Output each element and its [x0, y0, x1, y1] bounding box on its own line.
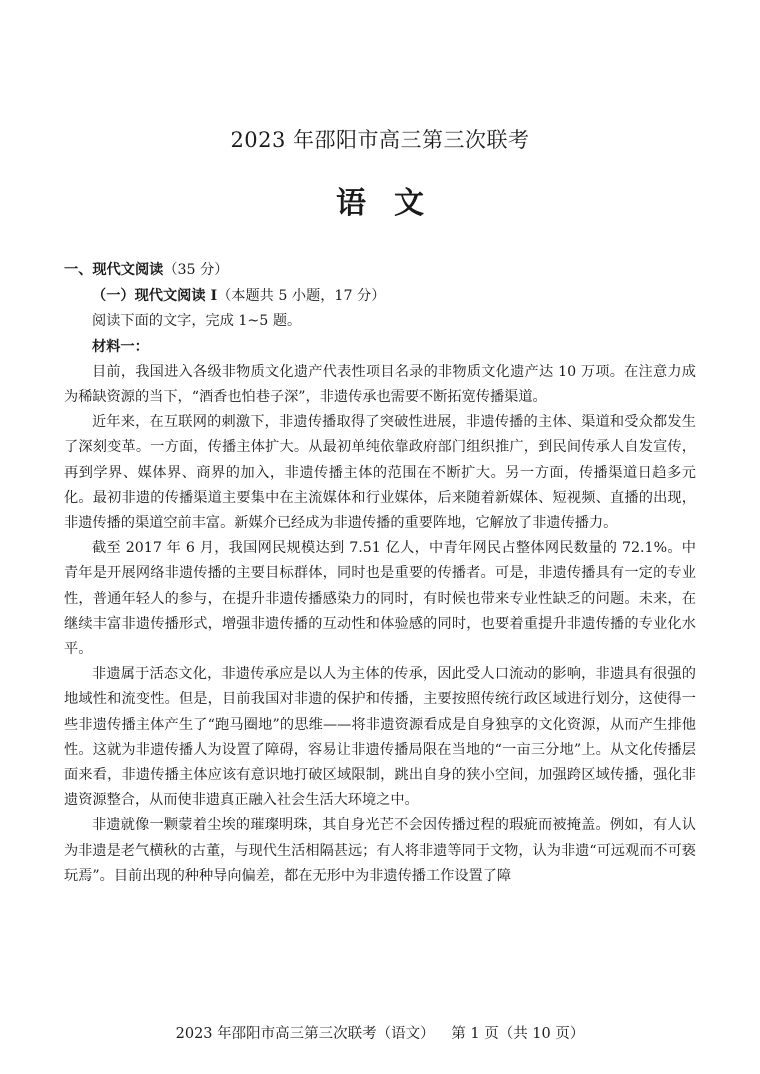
paragraph: 截至 2017 年 6 月，我国网民规模达到 7.51 亿人，中青年网民占整体网民数量的 72.1%。中青年是开展网络非遗传播的主要目标群体，同时也是重要的传播者。可是，非遗传播具有一定的专业性，普通年轻人的参与，在提升非遗传播感染力的同时，有时候也带来专业性缺乏的问题。未来，在继续丰富非遗传播形式，增强非遗传播的互动性和体验感的同时，也要着重提升非遗传播的专业化水平。: [64, 540, 696, 658]
sub-heading: [64, 284, 696, 309]
sub-heading-label: （一）现代文阅读 I: [92, 288, 218, 305]
page-footer: [0, 1022, 760, 1043]
instruction-text: 阅读下面的文字，完成 1~5 题。: [92, 313, 302, 330]
section-heading: [64, 258, 696, 283]
section-score: （35 分）: [163, 262, 229, 278]
paragraph: 目前，我国进入各级非物质文化遗产代表性项目名录的非物质文化遗产达 10 万项。在注意力成为稀缺资源的当下，“酒香也怕巷子深”，非遗传承也需要不断拓宽传播渠道。: [64, 363, 696, 406]
paragraph: 非遗属于活态文化，非遗传承应是以人为主体的传承，因此受人口流动的影响，非遗具有很强的地域性和流变性。但是，目前我国对非遗的保护和传播，主要按照传统行政区域进行划分，这使得一些非遗传播主体产生了“跑马圈地”的思维——将非遗资源看成是自身独享的文化资源，从而产生排他性。这就为非遗传播人为设置了障碍，容易让非遗传播局限在当地的“一亩三分地”上。从文化传播层面来看，非遗传播主体应该有意识地打破区域限制，跳出自身的狭小空间，加强跨区域传播，强化非遗资源整合，从而使非遗真正融入社会生活大环境之中。: [64, 666, 696, 809]
paragraph: 近年来，在互联网的刺激下，非遗传播取得了突破性进展，非遗传播的主体、渠道和受众都发生了深刻变革。一方面，传播主体扩大。从最初单纯依靠政府部门组织推广，到民间传承人自发宣传，再到学界、媒体界、商界的加入，非遗传播主体的范围在不断扩大。另一方面，传播渠道日趋多元化。最初非遗的传播渠道主要集中在主流媒体和行业媒体，后来随着新媒体、短视频、直播的出现，非遗传播的渠道空前丰富。新媒介已经成为非遗传播的重要阵地，它解放了非遗传播力。: [64, 414, 696, 532]
footer-page-info: 第 1 页（共 10 页）: [451, 1026, 585, 1042]
material-label: 材料一：: [92, 338, 149, 355]
main-content: [64, 258, 696, 889]
footer-exam-name: 2023 年邵阳市高三第三次联考（语文）: [175, 1026, 435, 1042]
subject-title: 语文: [336, 186, 452, 221]
paragraph: 非遗就像一颗蒙着尘埃的璀璨明珠，其自身光芒不会因传播过程的瑕疵而被掩盖。例如，有人认为非遗是老气横秋的古董，与现代生活相隔甚远；有人将非遗等同于文物，认为非遗“可远观而不可亵玩焉”。目前出现的种种导向偏差，都在无形中为非遗传播工作设置了障: [64, 817, 696, 884]
section-heading-label: 一、现代文阅读: [64, 262, 164, 278]
exam-title: 2023 年邵阳市高三第三次联考: [230, 128, 530, 152]
sub-heading-note: （本题共 5 小题，17 分）: [217, 288, 386, 305]
